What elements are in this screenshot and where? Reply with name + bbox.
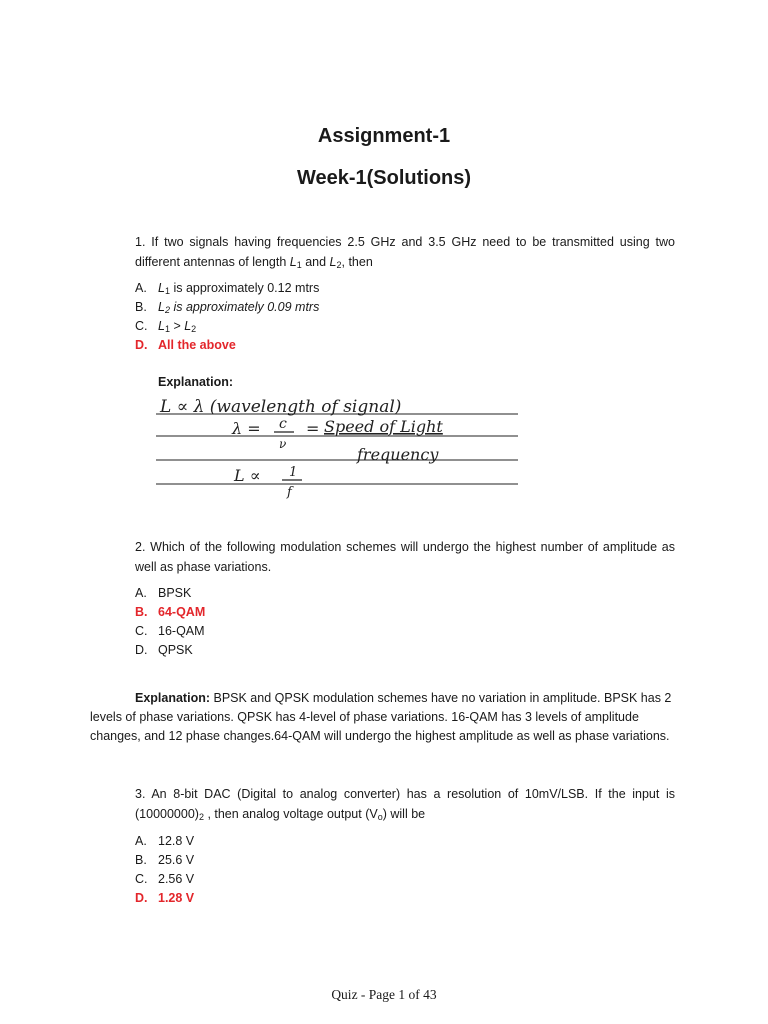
q1-option-c: C. $L_1 > L_2$	[135, 319, 197, 334]
handwritten-explanation	[152, 390, 520, 502]
assignment-title: Assignment-1	[317, 125, 451, 147]
page-footer: Quiz - Page 1 of 43	[331, 987, 437, 1002]
hw-frac-den: ν	[279, 437, 287, 451]
hw-line-3: L ∝	[234, 466, 261, 485]
q1-option-b: B. $L_2$ is approximately 0.09 mtrs	[135, 300, 320, 315]
question-3-text: 3. An 8-bit DAC (Digital to analog converter) has a resolution of 10mV/LSB. If the input is $(10000000)_2$ , then analog voltage output $(V_o)$ will be	[135, 787, 675, 822]
q1-option-a: A. $L_1$ is approximately 0.12 mtrs	[135, 281, 320, 296]
hw-speed: Speed of Light	[324, 417, 443, 436]
q2-explanation: Explanation: BPSK and QPSK modulation schemes have no variation in amplitude. BPSK has 2 levels of phase variations. QPSK has 4-level of phase variations. 16-QAM has 3 levels of amplitude changes, and 12 phase changes.64-QAM will undergo the highest amplitude as well as phase variations.	[90, 691, 672, 744]
q2-option-b-correct: B. 64-QAM	[135, 605, 206, 619]
hw-eq: =	[306, 419, 320, 438]
week-subtitle: Week-1(Solutions)	[296, 167, 472, 189]
q3-option-d-correct: D. 1.28 V	[135, 891, 195, 905]
hw-frequency: frequency	[357, 445, 439, 464]
q3-option-a: A. 12.8 V	[135, 834, 195, 848]
hw-line3-num: 1	[289, 465, 298, 480]
question-2-text: 2. Which of the following modulation schemes will undergo the highest number of amplitude as well as phase variations.	[135, 540, 675, 574]
q3-option-c: C. 2.56 V	[135, 872, 195, 886]
hw-line3-den: f	[287, 485, 292, 500]
q3-option-b: B. 25.6 V	[135, 853, 195, 867]
hw-lambda: λ =	[232, 419, 261, 438]
q1-explanation-label: Explanation:	[158, 375, 234, 389]
q1-option-d-correct: D. All the above	[135, 338, 236, 352]
hw-line-1: L ∝ λ (wavelength of signal)	[160, 397, 402, 417]
q2-option-c: C. 16-QAM	[135, 624, 205, 638]
q2-option-a: A. BPSK	[135, 586, 192, 600]
question-1-text: 1. If two signals having frequencies 2.5 GHz and 3.5 GHz need to be transmitted using two different antennas of length $L_1$ and $L_2$, then	[135, 235, 675, 270]
hw-frac-num: c	[279, 416, 287, 432]
q2-option-d: D. QPSK	[135, 643, 193, 657]
